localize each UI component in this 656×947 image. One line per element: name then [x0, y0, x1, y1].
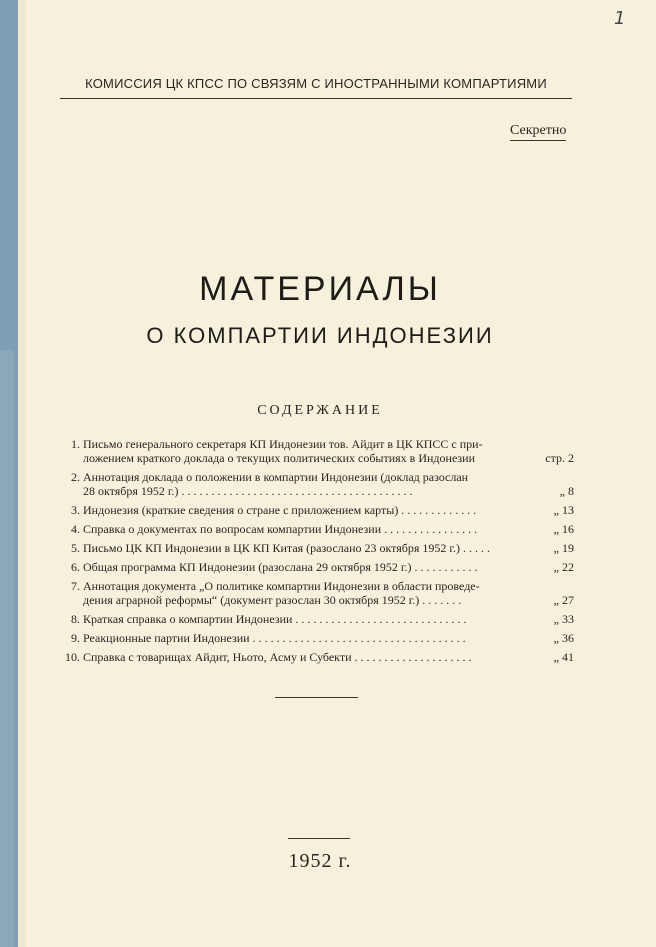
toc-entry-number: 1. [71, 437, 80, 451]
toc-entry [62, 470, 574, 498]
toc-entry [62, 560, 574, 574]
toc-entry-text: Общая программа КП Индонезии (разослана 29 октября 1952 г.) . . . . . . . . . . . [83, 560, 478, 574]
toc-entry-page: „ 13 [553, 503, 574, 517]
section-divider [275, 697, 358, 698]
toc-entry-text: Реакционные партии Индонезии . . . . . . . . . . . . . . . . . . . . . . . . . . . . . . . . . . . . [83, 631, 466, 645]
toc-entry-page: „ 33 [553, 612, 574, 626]
toc-entry-page: „ 8 [559, 484, 574, 498]
toc-entry-text: Справка о документах по вопросам компартии Индонезии . . . . . . . . . . . . . . . . [83, 522, 478, 536]
toc-entry-number: 10. [65, 650, 80, 664]
toc-entry-text: Письмо ЦК КП Индонезии в ЦК КП Китая (разослано 23 октября 1952 г.) . . . . . [83, 541, 490, 555]
toc-entry-text: дения аграрной реформы“ (документ разослан 30 октября 1952 г.) . . . . . . . [83, 593, 462, 607]
toc-entry-page: „ 27 [553, 593, 574, 607]
toc-heading: СОДЕРЖАНИЕ [257, 403, 383, 418]
toc-entry-page: стр. 2 [545, 451, 574, 465]
toc-entry-number: 8. [71, 612, 80, 626]
classification-underline [510, 140, 566, 141]
torn-paper-edge [18, 0, 26, 947]
commission-header: КОМИССИЯ ЦК КПСС ПО СВЯЗЯМ С ИНОСТРАННЫМИ КОМПАРТИЯМИ [85, 76, 547, 91]
document-subtitle: О КОМПАРТИИ ИНДОНЕЗИИ [146, 323, 494, 348]
publication-year: 1952 г. [288, 850, 352, 872]
toc-entry-number: 3. [71, 503, 80, 517]
toc-entry-page: „ 41 [553, 650, 574, 664]
toc-entry [62, 612, 574, 626]
toc-entry-number: 7. [71, 579, 80, 593]
document-title: МАТЕРИАЛЫ [199, 270, 441, 308]
blue-backing-edge [0, 350, 14, 947]
toc-entry-text: 28 октября 1952 г.) . . . . . . . . . . . . . . . . . . . . . . . . . . . . . . . . . . . . . . . [83, 484, 413, 498]
toc-entry [62, 437, 574, 465]
toc-entry-text: Краткая справка о компартии Индонезии . . . . . . . . . . . . . . . . . . . . . . . . . . . . . [83, 612, 467, 626]
toc-entry [62, 522, 574, 536]
toc-entry-page: „ 22 [553, 560, 574, 574]
toc-entry-text: ложением краткого доклада о текущих политических событиях в Индонезии [83, 451, 476, 465]
year-rule [288, 838, 350, 839]
toc-entry-number: 4. [71, 522, 80, 536]
toc-entry-number: 9. [71, 631, 80, 645]
toc-entry-text: Аннотация доклада о положении в компартии Индонезии (доклад разослан [83, 470, 469, 484]
header-rule [60, 98, 572, 99]
classification-label: Секретно [510, 123, 567, 138]
toc-entry-text: Справка с товарищах Айдит, Ньото, Асму и Субекти . . . . . . . . . . . . . . . . . . . . [83, 650, 472, 664]
toc-entry-text: Индонезия (краткие сведения о стране с приложением карты) . . . . . . . . . . . . . [83, 503, 477, 517]
toc-entry-page: „ 19 [553, 541, 574, 555]
toc-entry [62, 503, 574, 517]
toc-entry-text: Аннотация документа „О политике компартии Индонезии в области проведе- [83, 579, 480, 593]
toc-entry-page: „ 16 [553, 522, 574, 536]
toc-entry-number: 5. [71, 541, 80, 555]
toc-entry [62, 541, 574, 555]
toc-entry-number: 6. [71, 560, 80, 574]
toc-entry [62, 631, 574, 645]
toc-entry-page: „ 36 [553, 631, 574, 645]
table-of-contents [62, 437, 574, 669]
toc-entry [62, 650, 574, 664]
toc-entry-number: 2. [71, 470, 80, 484]
handwritten-page-number: 1 [614, 8, 626, 29]
toc-entry [62, 579, 574, 607]
toc-entry-text: Письмо генерального секретаря КП Индонезии тов. Айдит в ЦК КПСС с при- [83, 437, 483, 451]
